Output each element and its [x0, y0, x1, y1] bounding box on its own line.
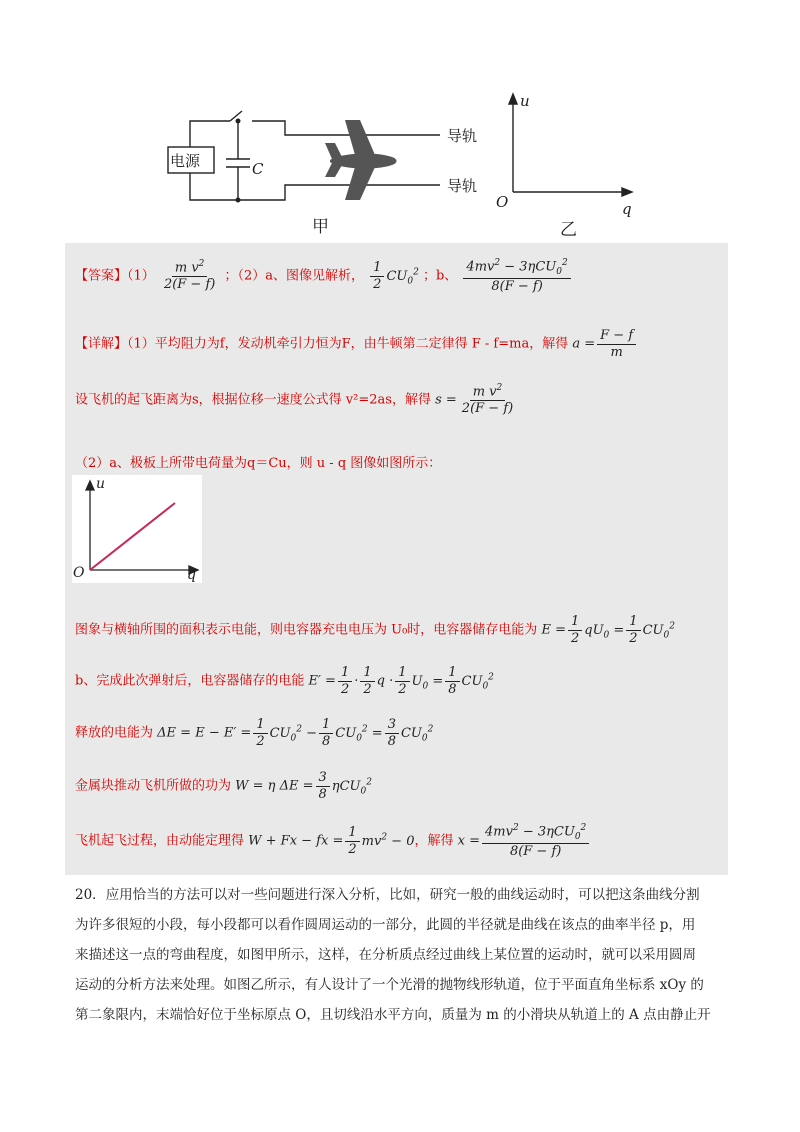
detail-line-3: （2）a、极板上所带电荷量为q＝Cu，则 u - q 图像如图所示： — [75, 456, 442, 471]
detail-text-4: 图象与横轴所围的面积表示电能，则电容器充电电压为 U₀时，电容器储存电能为 — [75, 622, 538, 638]
power-source-label: 电源 — [170, 152, 201, 170]
formula-x: $\frac{4mv^2 - 3\eta CU_0^2}{8(F - f)}$ — [482, 823, 589, 859]
detail-line-7: 金属块推动飞机所做的功为 W = η ΔE = $\frac{3}{8}$ ηCU$_0^2$ — [75, 770, 372, 802]
yi-origin: O — [496, 193, 509, 211]
problem-20-line: 来描述这一点的弯曲程度，如图甲所示，这样，在分析质点经过曲线上某位置的运动时，就可以采用圆周 — [75, 947, 696, 963]
figure-yi-caption: 乙 — [560, 220, 577, 240]
detail-line-2: 设飞机的起飞距离为s，根据位移一速度公式得 v²=2as，解得 s = $\frac{m v^2}{2(F - f)}$ — [75, 383, 518, 417]
answer-formula-2: $CU_0^2$ — [386, 267, 419, 287]
detail-text-5: b、完成此次弹射后，电容器储存的电能 — [75, 673, 305, 689]
capacitor-label: C — [252, 160, 264, 178]
graph-origin: O — [73, 565, 85, 581]
answer-sep2: ；b、 — [422, 268, 458, 284]
figure-jia-caption: 甲 — [312, 217, 329, 237]
rail-top-label: 导轨 — [447, 127, 478, 145]
airplane-icon — [325, 120, 397, 200]
answer-formula-3: $\frac{4mv^2 - 3\eta CU_0^2}{8(F - f)}$ — [463, 258, 570, 294]
detail-tag: 【详解】 — [75, 336, 128, 352]
problem-20 — [75, 880, 735, 1030]
formula-a: $\frac{F - f}{m}$ — [597, 328, 636, 360]
uq-graph-line — [90, 503, 175, 570]
rail-bottom-label: 导轨 — [447, 177, 478, 195]
yi-axis-u: u — [520, 92, 530, 110]
answer-tag: 【答案】 — [75, 268, 128, 284]
graph-axis-u: u — [96, 476, 106, 492]
detail-line-8: 飞机起飞过程，由动能定理得 W + Fx − fx = $\frac{1}{2}$ $mv^2 - 0$，解得 x = $\frac{4mv^2 - 3\eta CU_0^2}{8(F - f)}$ — [75, 823, 591, 859]
detail-text-2: 设飞机的起飞距离为s，根据位移一速度公式得 v²=2as，解得 — [75, 392, 431, 408]
problem-20-line: 第二象限内，末端恰好位于坐标原点 O，且切线沿水平方向，质量为 m 的小滑块从轨道上的 A 点由静止开 — [75, 1007, 711, 1023]
answer-formula-1: $\frac{m v^2}{2(F - f)}$ — [163, 259, 216, 293]
answer-half: $\frac{1}{2}$ — [370, 260, 384, 292]
graph-axis-q: q — [187, 567, 196, 583]
yi-axis-q: q — [622, 200, 632, 218]
detail-text-6: 释放的电能为 — [75, 725, 154, 741]
detail-line-6: 释放的电能为 ΔE = E − E′ = $\frac{1}{2}$ $CU_0^2$ − $\frac{1}{8}$ $CU_0^2$ = $\frac{3}{8}$ $CU_0^2$ — [75, 717, 434, 749]
detail-text-7: 金属块推动飞机所做的功为 — [75, 778, 232, 794]
detail-line-4: 图象与横轴所围的面积表示电能，则电容器充电电压为 U₀时，电容器储存电能为 E = $\frac{1}{2}$ $qU_0$ = $\frac{1}{2}$ $CU_0^2$ — [75, 614, 675, 646]
detail-line-5: b、完成此次弹射后，电容器储存的电能 E′ = $\frac{1}{2}$ · $\frac{1}{2}$ q · $\frac{1}{2}$ $U_0$ = $\frac{1}{8}$ $CU_0^2$ — [75, 665, 494, 697]
detail-line-1: 【详解】（1）平均阻力为f，发动机牵引力恒为F，由牛顿第二定律得 F - f=ma，解得 a = $\frac{F - f}{m}$ — [75, 328, 638, 360]
detail-text-1: （1）平均阻力为f，发动机牵引力恒为F，由牛顿第二定律得 F - f=ma，解得 — [127, 336, 569, 352]
figure-jia-circuit — [160, 95, 500, 240]
answer-line — [75, 258, 573, 294]
detail-text-8b: ，解得 — [414, 833, 454, 849]
answer-p1: （1） — [127, 268, 155, 284]
formula-s: $\frac{m v^2}{2(F - f)}$ — [461, 383, 514, 416]
problem-20-line: 20．应用恰当的方法可以对一些问题进行深入分析，比如，研究一般的曲线运动时，可以把这条曲线分割 — [75, 887, 700, 903]
problem-20-line: 为许多很短的小段，每小段都可以看作圆周运动的一部分，此圆的半径就是曲线在该点的曲率半径 p，用 — [75, 917, 696, 933]
answer-sep1: ；（2）a、图像见解析， — [224, 268, 365, 284]
detail-text-8a: 飞机起飞过程，由动能定理得 — [75, 833, 245, 849]
problem-20-line: 运动的分析方法来处理。如图乙所示，有人设计了一个光滑的抛物线形轨道，位于平面直角坐标系 xOy 的 — [75, 977, 704, 993]
